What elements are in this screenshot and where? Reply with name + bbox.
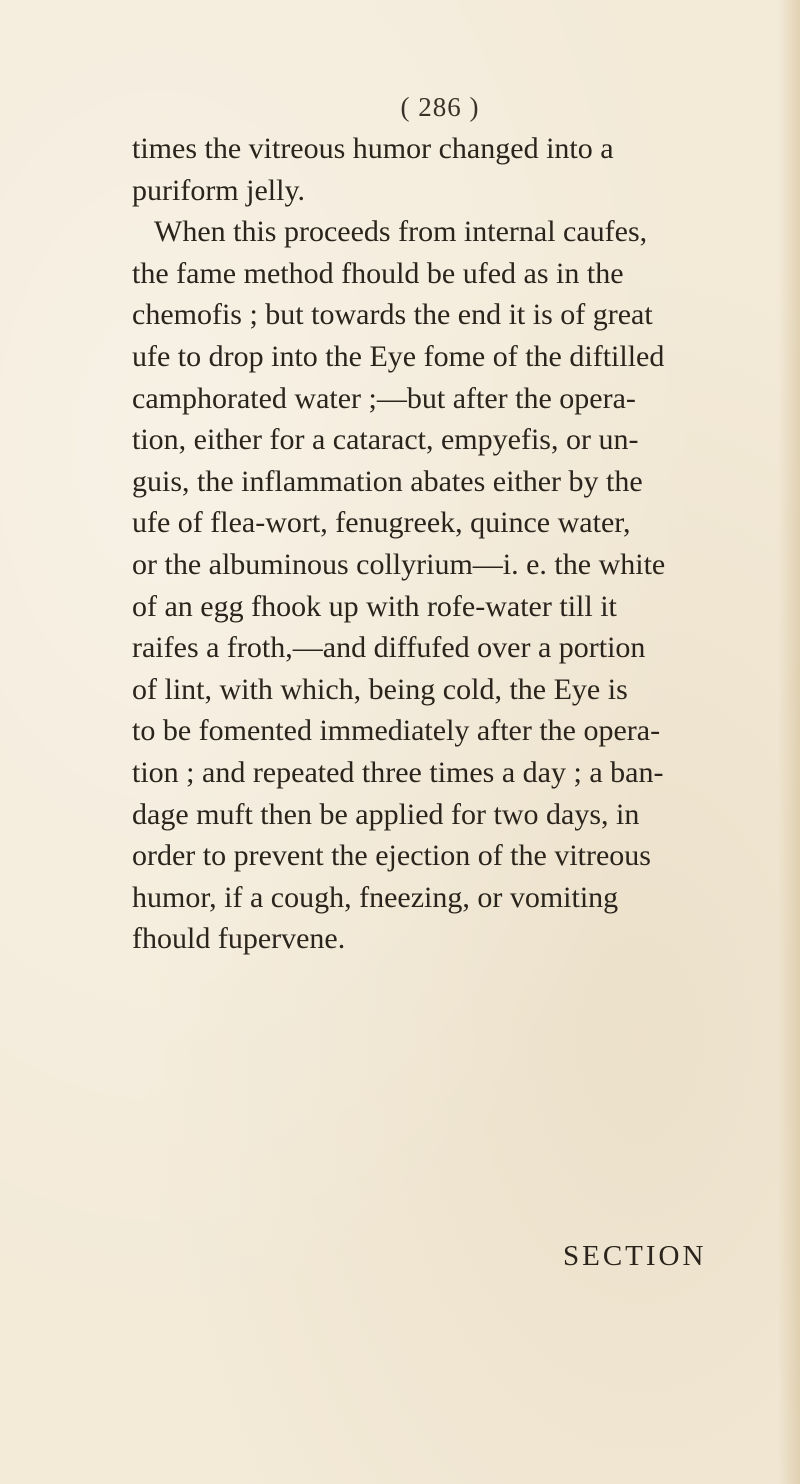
text-line: tion ; and repeated three times a day ; a ban- <box>132 755 664 789</box>
text-line: tion, either for a cataract, empyefis, or un- <box>132 423 639 457</box>
text-line: of lint, with which, being cold, the Eye is <box>132 672 628 706</box>
page-number: ( 286 ) <box>400 92 480 122</box>
text-line: or the albuminous collyrium—i. e. the white <box>132 547 666 581</box>
text-line: fhould fupervene. <box>132 922 346 956</box>
text-line: chemofis ; but towards the end it is of great <box>132 298 653 332</box>
page-edge-shadow <box>778 0 800 1484</box>
text-line: puriform jelly. <box>132 173 306 207</box>
text-line: of an egg fhook up with rofe-water till it <box>132 589 617 623</box>
text-line: ufe of flea-wort, fenugreek, quince water, <box>132 506 631 540</box>
body-text <box>132 128 772 960</box>
text-line: order to prevent the ejection of the vitreous <box>132 839 651 873</box>
text-line: raifes a froth,—and diffufed over a portion <box>132 631 646 665</box>
text-line: When this proceeds from internal caufes, <box>154 215 648 249</box>
text-line: to be fomented immediately after the opera- <box>132 714 661 748</box>
text-line: camphorated water ;—but after the opera- <box>132 381 636 415</box>
text-line: dage muft then be applied for two days, in <box>132 797 640 831</box>
text-line: ufe to drop into the Eye fome of the diftilled <box>132 339 665 373</box>
text-line: times the vitreous humor changed into a <box>132 132 614 165</box>
text-line: humor, if a cough, fneezing, or vomiting <box>132 880 619 914</box>
text-line: the fame method fhould be ufed as in the <box>132 256 624 290</box>
catchword: SECTION <box>563 1240 707 1272</box>
text-line: guis, the inflammation abates either by the <box>132 464 643 498</box>
